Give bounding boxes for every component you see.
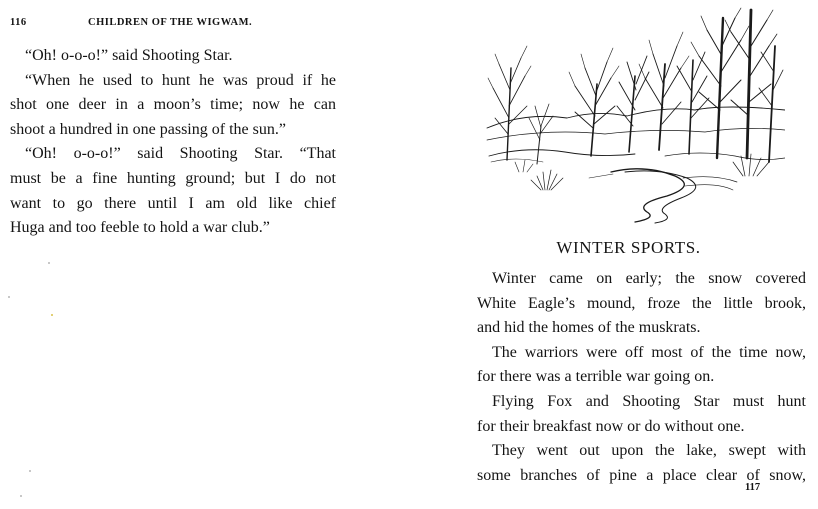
paper-speck: [8, 296, 10, 298]
text-line: must be a fine hunting ground; but I do not: [10, 169, 336, 187]
text-line: and hid the homes of the muskrats.: [477, 319, 701, 337]
paper-speck: [20, 495, 22, 497]
text-line: “When he used to hunt he was proud if he: [25, 71, 336, 89]
text-line: shoot a hundred in one passing of the sun.”: [10, 120, 286, 138]
left-page-number: 116: [10, 17, 27, 28]
text-line: The warriors were off most of the time now,: [492, 343, 806, 361]
running-head: [10, 17, 340, 28]
text-line: “Oh! o-o-o!” said Shooting Star.: [25, 47, 233, 64]
right-page-body: [477, 267, 806, 488]
text-line: Winter came on early; the snow covered: [492, 270, 806, 287]
text-line: want to go there until I am old like chief: [10, 194, 336, 212]
paper-speck: [51, 314, 53, 316]
chapter-title: WINTER SPORTS.: [556, 238, 701, 257]
text-line: shot one deer in a moon’s time; now he can: [10, 96, 336, 114]
paper-speck: [48, 262, 50, 264]
text-line: White Eagle’s mound, froze the little brook,: [477, 294, 806, 312]
right-page-number: 117: [745, 482, 761, 493]
text-line: for there was a terrible war going on.: [477, 368, 715, 386]
text-line: Huga and too feeble to hold a war club.”: [10, 219, 270, 237]
text-line: They went out upon the lake, swept with: [492, 442, 806, 460]
running-head-title: CHILDREN OF THE WIGWAM.: [88, 17, 253, 28]
right-page: [409, 0, 818, 509]
paper-speck: [29, 470, 31, 472]
text-line: “Oh! o-o-o!” said Shooting Star. “That: [25, 145, 336, 163]
text-line: Flying Fox and Shooting Star must hunt: [492, 392, 806, 410]
text-line: some branches of pine a place clear of snow,: [477, 466, 806, 484]
text-line: for their breakfast now or do without one.: [477, 417, 745, 435]
winter-landscape-illustration: [485, 6, 785, 224]
left-page-body: [10, 44, 336, 241]
